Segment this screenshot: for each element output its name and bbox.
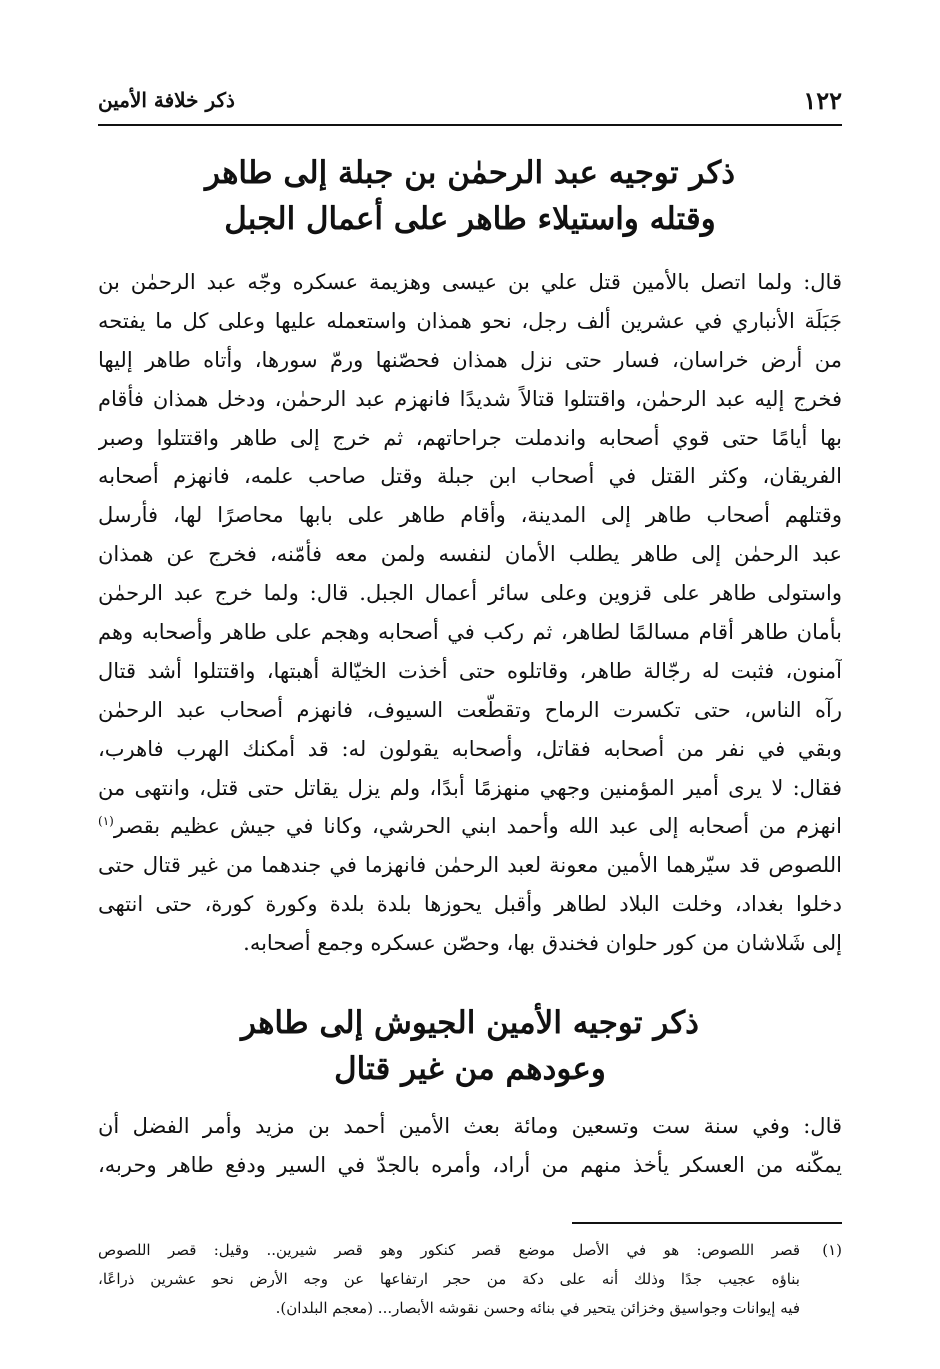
paragraph-line: عبد الرحمٰن إلى طاهر يطلب الأمان لنفسه ولمن معه فأمّنه، فخرج عن همذان — [98, 542, 842, 567]
paragraph-line-with-footnote — [98, 807, 842, 846]
paragraph-line: قال: وفي سنة ست وتسعين ومائة بعث الأمين أحمد بن مزيد وأمر الفضل أن — [98, 1114, 842, 1138]
paragraph-line: وبقي في نفر من أصحابه فقاتل، وأصحابه يقولون له: قد أمكنك الهرب فاهرب، — [98, 736, 842, 761]
main-paragraph — [98, 263, 842, 963]
footnote-line: بناؤه عجيب جدًا وذلك أنه على دكة من حجر ارتفاعها عن وجه الأرض نحو عشرين ذراعًا، — [98, 1270, 800, 1288]
footnote-reference[interactable]: (١) — [98, 814, 114, 829]
paragraph-line: بأمان طاهر أقام مسالمًا لطاهر، ثم ركب في أصحابه وهجم على طاهر وأصحابه وهم — [98, 620, 842, 645]
running-header — [98, 82, 842, 120]
paragraph-line: اللصوص قد سيّرهما الأمين معونة لعبد الرحمٰن فانهزما في جندهما من غير قتال حتى — [98, 853, 842, 878]
paragraph-line: الفريقان، وكثر القتل في أصحاب ابن جبلة وقتل صاحب علمه، فانهزم أصحابه — [98, 464, 842, 489]
footnote — [98, 1236, 842, 1323]
running-title: ذكر خلافة الأمين — [98, 88, 235, 112]
section-title-line: ذكر توجيه عبد الرحمٰن بن جبلة إلى طاهر — [204, 155, 736, 191]
paragraph-line: يمكّنه من العسكر يأخذ منهم من أراد، وأمره بالجدّ في السير ودفع طاهر وحربه، — [98, 1152, 842, 1177]
paragraph-line: فخرج إليه عبد الرحمٰن، واقتتلوا قتالاً شديدًا فانهزم عبد الرحمٰن، ودخل همذان فأقام — [98, 386, 842, 411]
paragraph-line: قال: ولما اتصل بالأمين قتل علي بن عيسى وهزيمة عسكره وجّه عبد الرحمٰن بن — [98, 270, 842, 294]
paragraph-line: دخلوا بغداد، وخلت البلاد لطاهر وأقبل يحوزها بلدة بلدة وكورة كورة، حتى انتهى — [98, 892, 842, 917]
footnote-content — [98, 1236, 800, 1323]
paragraph-line-text: انهزم من أصحابه إلى عبد الله وأحمد ابني الحرشي، وكانا في جيش عظيم بقصر — [113, 814, 842, 839]
paragraph-line: فقال: لا يرى أمير المؤمنين وجهي منهزمًا أبدًا، ولم يزل يقاتل حتى قتل، وانتهى من — [98, 775, 842, 800]
footnote-marker: (١) — [822, 1241, 842, 1259]
paragraph-line: آمنون، فثبت له رجّالة طاهر، وقاتلوه حتى أخذت الخيّالة أهبتها، واقتتلوا أشد قتال — [98, 658, 842, 683]
paragraph-line: رآه الناس، حتى تكسرت الرماح وتقطّعت السيوف، فانهزم أصحاب عبد الرحمٰن — [98, 697, 842, 722]
header-rule — [98, 124, 842, 126]
section-title-line: وعودهم من غير قتال — [334, 1051, 606, 1087]
page-number: ١٢٢ — [803, 86, 842, 115]
footnote-line: قصر اللصوص: هو في الأصل موضع قصر كنكور وهو قصر شيرين.. وقيل: قصر اللصوص — [98, 1241, 800, 1259]
footnote-separator — [572, 1222, 842, 1224]
section-title-line: ذكر توجيه الأمين الجيوش إلى طاهر — [240, 1005, 699, 1041]
section-title-line: وقتله واستيلاء طاهر على أعمال الجبل — [224, 201, 716, 237]
paragraph-line: وقتلهم أصحاب طاهر إلى المدينة، وأقام طاهر على بابها محاصرًا لها، فأرسل — [98, 503, 842, 528]
footnote-line: فيه إيوانات وجواسيق وخزائن يتحير في بنائه وحسن نقوشه الأبصار... (معجم البلدان). — [275, 1299, 800, 1317]
paragraph-line: من أرض خراسان، فسار حتى نزل همذان فحصّنها ورمّ سورها، وأتاه طاهر إليها — [98, 347, 842, 372]
paragraph-line: بها أيامًا حتى قوي أصحابه واندملت جراحاتهم، ثم خرج إلى طاهر واقتتلوا وصبر — [98, 425, 842, 450]
paragraph-line: إلى شَلاشان من كور حلوان فخندق بها، وحصّن عسكره وجمع أصحابه. — [243, 931, 842, 956]
paragraph-line: واستولى طاهر على قزوين وعلى سائر أعمال الجبل. قال: ولما خرج عبد الرحمٰن — [98, 581, 842, 606]
second-paragraph — [98, 1107, 842, 1185]
paragraph-line: جَبَلَة الأنباري في عشرين ألف رجل، نحو همذان واستعمله عليها وعلى كل ما يفتحه — [98, 308, 842, 333]
